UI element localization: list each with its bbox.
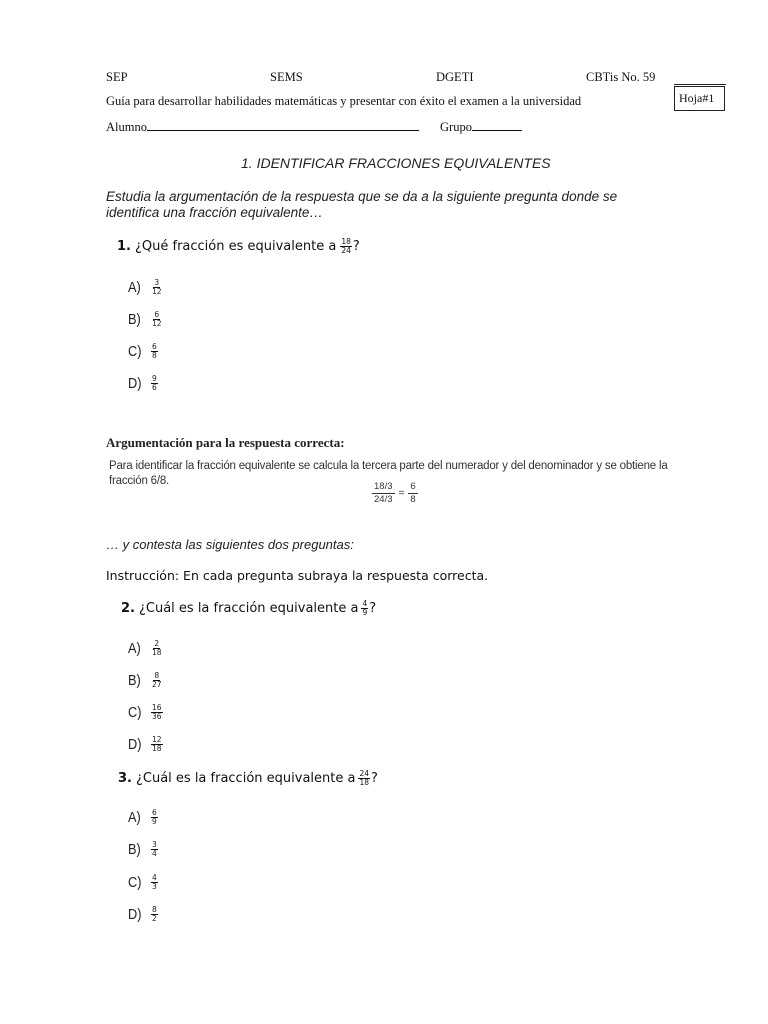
fraction-numerator: 2 <box>154 639 160 648</box>
question-3-number: 3. <box>118 771 132 786</box>
fraction-numerator: 6 <box>410 481 416 492</box>
fraction-denominator: 36 <box>152 712 162 721</box>
fraction-numerator: 9 <box>152 374 157 383</box>
q3-option-a[interactable] <box>128 809 159 826</box>
fraction-denominator: 9 <box>362 608 368 617</box>
q2-option-c[interactable] <box>128 704 164 721</box>
header-sems: SEMS <box>270 70 303 84</box>
fraction-denominator: 18 <box>152 648 162 657</box>
question-2-fraction <box>361 600 368 617</box>
alumno-label: Alumno <box>106 120 147 134</box>
guide-title: Guía para desarrollar habilidades matemáticas y presentar con éxito el examen a la universidad <box>106 94 582 108</box>
question-2-text: ¿Cuál es la fracción equivalente a <box>138 601 359 616</box>
q1-option-c[interactable] <box>128 343 159 360</box>
fraction-denominator: 9 <box>152 817 157 826</box>
header-cbtis: CBTis No. 59 <box>586 70 656 84</box>
option-fraction <box>151 375 158 392</box>
option-letter: B) <box>128 841 141 858</box>
q1-option-a[interactable] <box>128 279 164 296</box>
fraction-numerator: 18 <box>341 237 351 246</box>
alumno-field[interactable] <box>147 119 419 131</box>
equals-sign: = <box>398 488 405 499</box>
option-letter: D) <box>128 375 142 392</box>
q1-option-b[interactable] <box>128 311 164 328</box>
fraction-denominator: 4 <box>152 849 157 858</box>
fraction-denominator: 2 <box>152 914 157 923</box>
question-3-fraction <box>358 770 370 787</box>
option-fraction <box>151 343 158 360</box>
question-1-text: ¿Qué fracción es equivalente a <box>134 239 337 254</box>
grupo-field[interactable] <box>472 119 522 131</box>
fraction-numerator: 4 <box>362 599 368 608</box>
fraction-denominator: 12 <box>152 287 162 296</box>
q3-option-d[interactable] <box>128 906 159 923</box>
option-letter: A) <box>128 640 141 657</box>
option-fraction <box>151 672 163 689</box>
fraction-numerator: 3 <box>152 840 157 849</box>
fraction-numerator: 12 <box>152 735 162 744</box>
question-3-text: ¿Cuál es la fracción equivalente a <box>135 771 356 786</box>
fraction-numerator: 6 <box>152 808 157 817</box>
group-line <box>440 119 522 135</box>
option-fraction <box>151 874 158 891</box>
question-1-number: 1. <box>117 239 131 254</box>
argument-title: Argumentación para la respuesta correcta: <box>106 435 345 450</box>
option-letter: D) <box>128 736 142 753</box>
q2-option-b[interactable] <box>128 672 164 689</box>
option-fraction <box>151 841 158 858</box>
intro-line-1: Estudia la argumentación de la respuesta que se da a la siguiente pregunta donde se <box>106 189 618 204</box>
option-letter: B) <box>128 672 141 689</box>
fraction-denominator: 8 <box>410 494 416 505</box>
fraction-numerator: 8 <box>152 905 157 914</box>
fraction-denominator: 8 <box>152 351 157 360</box>
argument-text: Para identificar la fracción equivalente se calcula la tercera parte del numerador y del denominador y se obtiene la fracción 6/8. <box>109 460 668 487</box>
intro-line-2: identifica una fracción equivalente… <box>106 205 323 220</box>
option-fraction <box>151 640 163 657</box>
question-1 <box>117 238 360 255</box>
option-fraction <box>151 704 163 721</box>
fraction-numerator: 8 <box>154 671 160 680</box>
fraction-denominator: 3 <box>152 882 157 891</box>
q3-option-b[interactable] <box>128 841 159 858</box>
fraction-numerator: 6 <box>152 342 157 351</box>
instructions-lead: … y contesta las siguientes dos preguntas: <box>106 537 354 552</box>
option-fraction <box>151 736 163 753</box>
instructions-text: Instrucción: En cada pregunta subraya la respuesta correcta. <box>106 568 489 583</box>
question-3 <box>118 770 378 787</box>
option-letter: B) <box>128 311 141 328</box>
fraction-numerator: 18/3 <box>374 481 393 492</box>
fraction-denominator: 18 <box>152 744 162 753</box>
question-mark: ? <box>369 601 377 616</box>
hoja-box: Hoja#1 <box>674 86 725 111</box>
q1-option-d[interactable] <box>128 375 159 392</box>
question-2 <box>121 600 376 617</box>
argument-equation <box>372 481 418 506</box>
option-letter: D) <box>128 906 142 923</box>
fraction-denominator: 27 <box>152 680 162 689</box>
fraction-denominator: 24 <box>341 246 351 255</box>
option-fraction <box>151 279 163 296</box>
q3-option-c[interactable] <box>128 874 159 891</box>
option-letter: A) <box>128 279 141 296</box>
option-fraction <box>151 906 158 923</box>
fraction-numerator: 6 <box>154 310 160 319</box>
question-1-fraction <box>340 238 352 255</box>
hoja-top-line <box>674 84 726 85</box>
fraction-numerator: 16 <box>152 703 162 712</box>
q2-option-a[interactable] <box>128 640 164 657</box>
fraction-denominator: 12 <box>152 319 162 328</box>
student-line <box>106 119 419 135</box>
fraction-numerator: 24 <box>359 769 369 778</box>
option-letter: C) <box>128 704 142 721</box>
header-sep: SEP <box>106 70 128 84</box>
option-letter: A) <box>128 809 141 826</box>
option-letter: C) <box>128 343 142 360</box>
grupo-label: Grupo <box>440 120 472 134</box>
option-letter: C) <box>128 874 142 891</box>
option-fraction <box>151 809 158 826</box>
section-title: 1. IDENTIFICAR FRACCIONES EQUIVALENTES <box>241 155 551 171</box>
equation-left-fraction <box>372 481 395 506</box>
fraction-denominator: 18 <box>359 778 369 787</box>
question-mark: ? <box>371 771 378 786</box>
question-2-number: 2. <box>121 601 135 616</box>
fraction-numerator: 4 <box>152 873 157 882</box>
fraction-numerator: 3 <box>154 278 160 287</box>
equation-right-fraction <box>408 481 417 506</box>
fraction-denominator: 24/3 <box>374 494 393 505</box>
fraction-denominator: 6 <box>152 383 157 392</box>
header-dgeti: DGETI <box>436 70 474 84</box>
q2-option-d[interactable] <box>128 736 164 753</box>
question-mark: ? <box>352 239 360 254</box>
option-fraction <box>151 311 163 328</box>
